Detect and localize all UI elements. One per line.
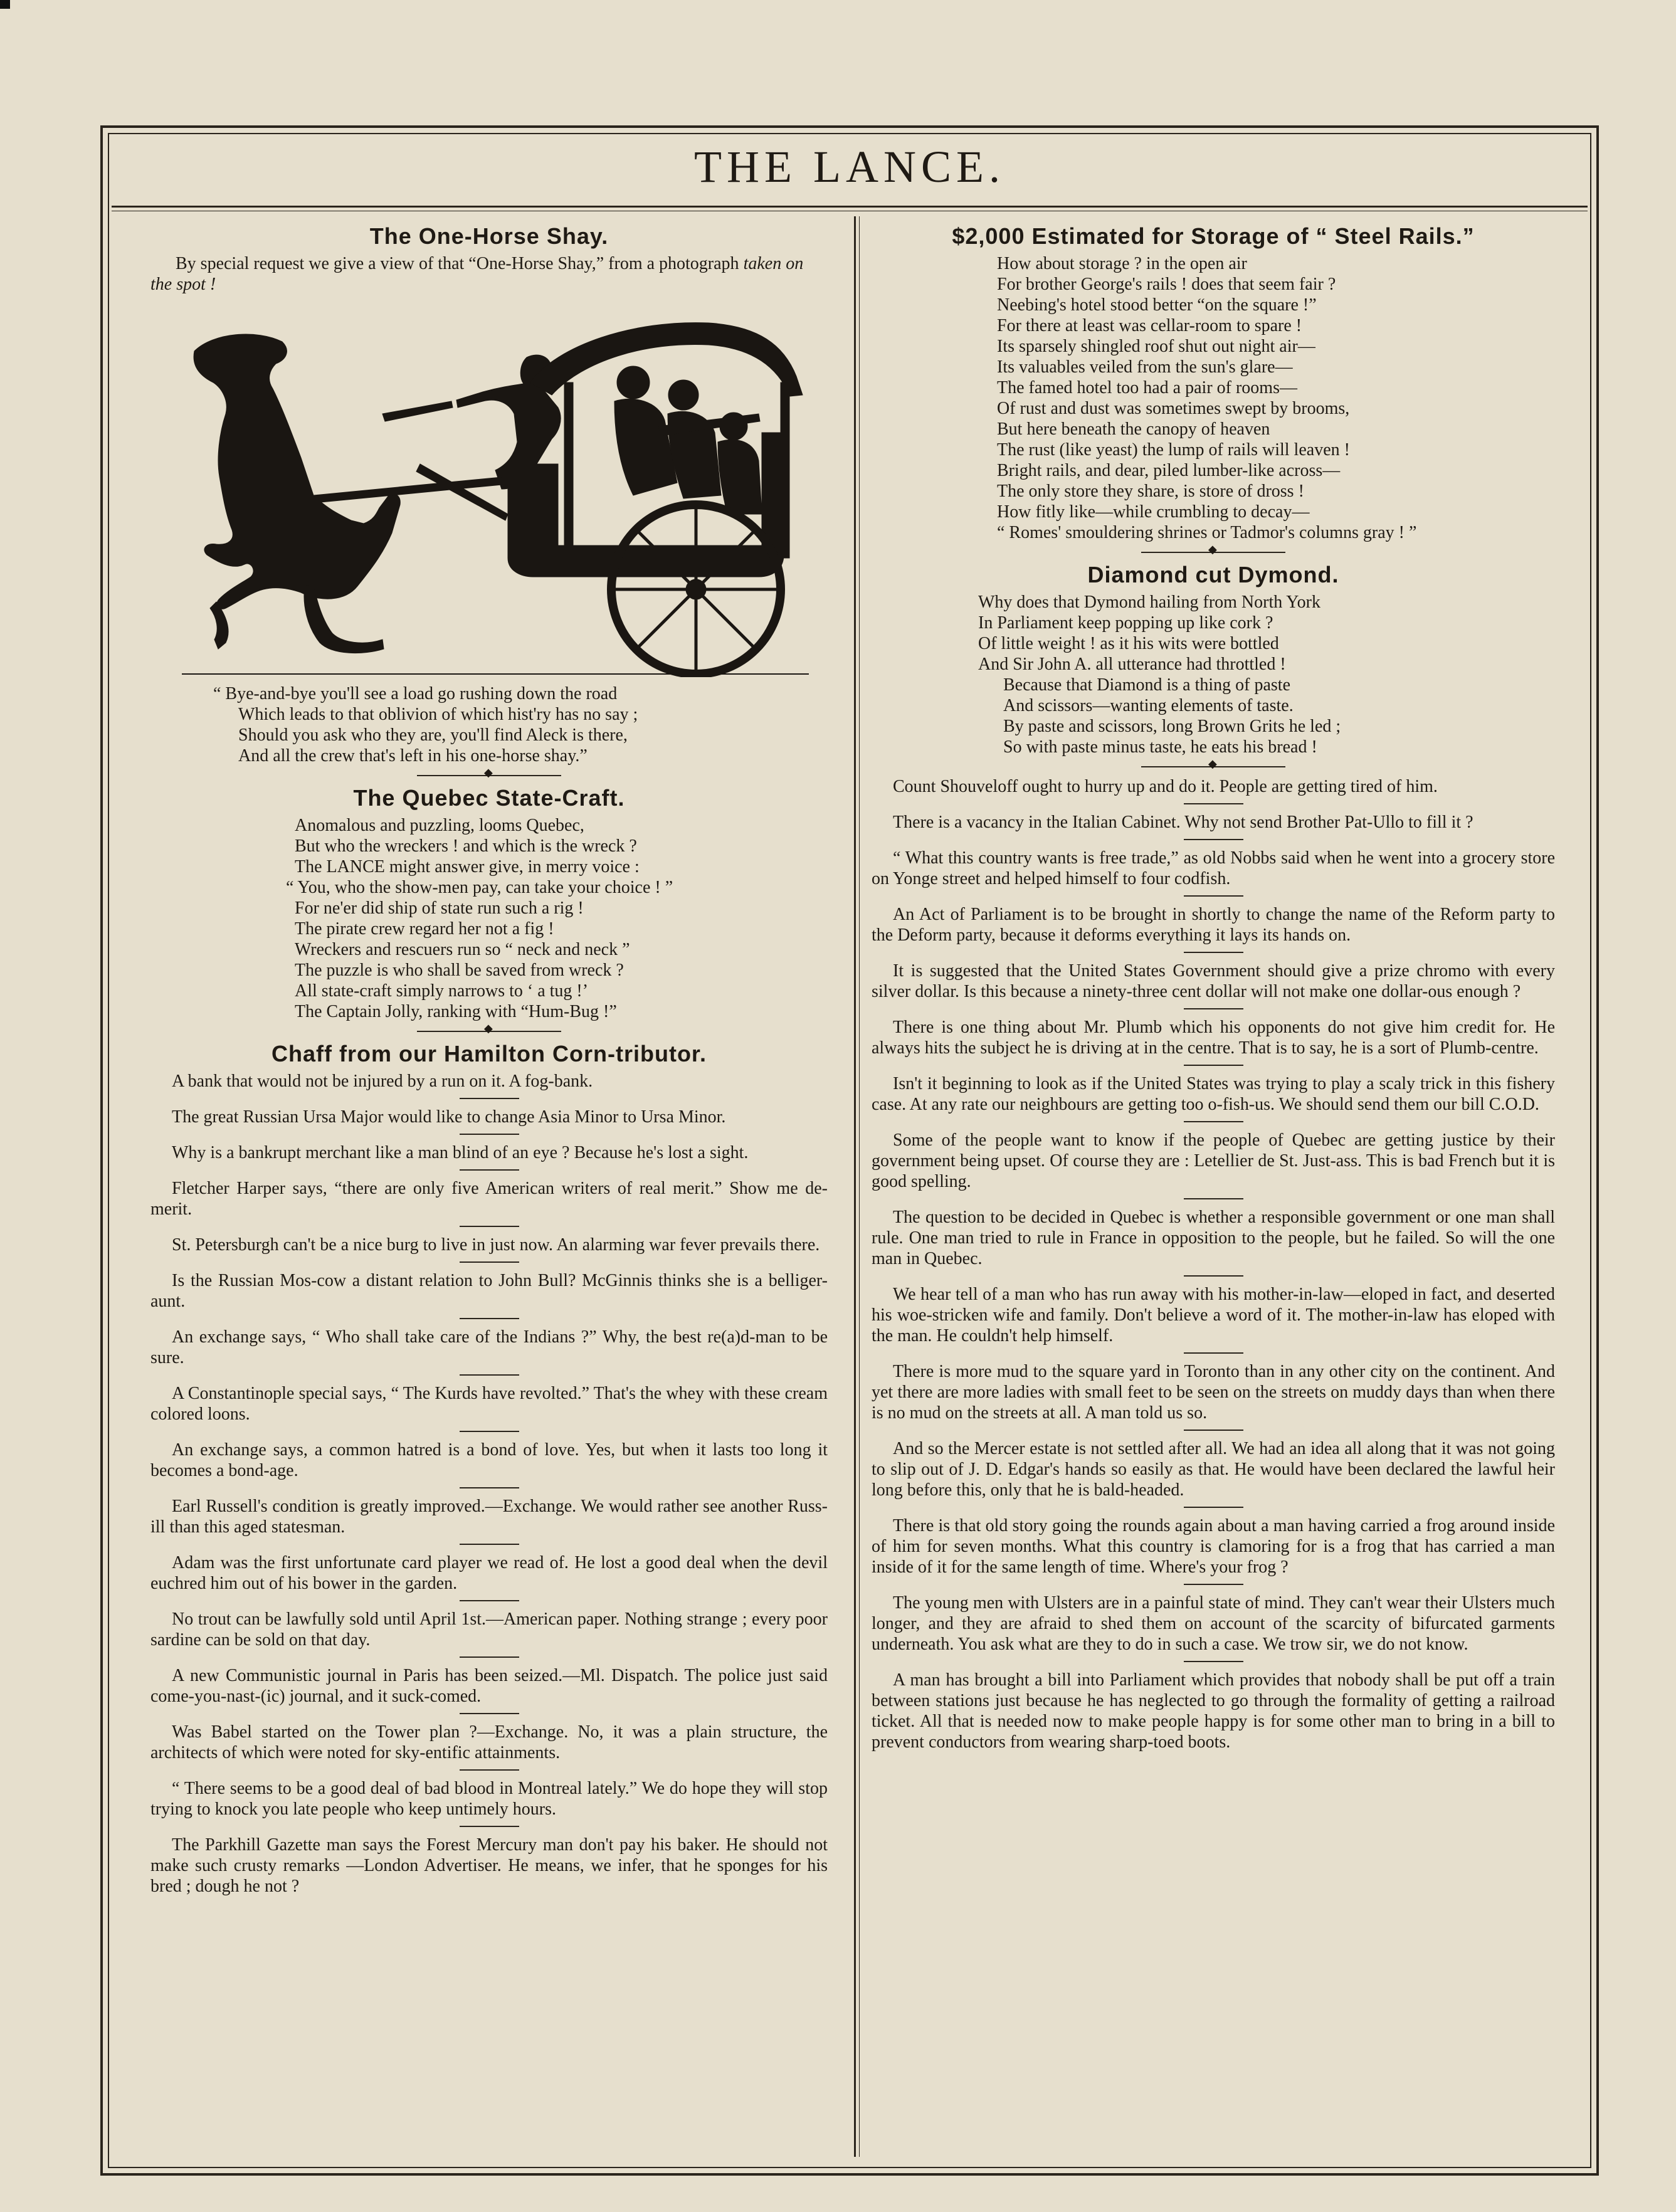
separator-rule <box>1184 1275 1243 1277</box>
chaff-item: Earl Russell's condition is greatly improved.—Exchange. We would rather see another Russ-ill than this aged statesman. <box>150 1497 828 1537</box>
poem-line: But who the wreckers ! and which is the wreck ? <box>295 836 637 856</box>
diamond-title: Diamond cut Dymond. <box>1087 562 1339 587</box>
separator-rule <box>1184 1121 1243 1122</box>
poem-line: Because that Diamond is a thing of paste <box>1003 675 1290 695</box>
poem-line: And all the crew that's left in his one-horse shay.” <box>238 746 588 766</box>
separator-rule <box>460 1134 519 1135</box>
separator-rule <box>1184 803 1243 804</box>
paragraph-item: A man has brought a bill into Parliament which provides that nobody shall be put off a train between stations just because he has neglected to go through the formality of getting a railroad ticket. All that is needed now to make people happy is for some other man to bring in a bill to prevent conductors from wearing sharp-toed boots. <box>872 1670 1555 1752</box>
poem-line: Which leads to that oblivion of which hist'ry has no say ; <box>238 705 638 724</box>
separator-rule <box>1184 1584 1243 1585</box>
poem-line: So with paste minus taste, he eats his bread ! <box>1003 737 1317 757</box>
shay-title: The One-Horse Shay. <box>369 223 609 249</box>
poem-line: Of little weight ! as it his wits were bottled <box>978 634 1279 653</box>
paragraph-item: There is one thing about Mr. Plumb which his opponents do not give him credit for. He always hits the subject he is driving at in the centre. That is to say, he is a sort of Plumb-centre. <box>872 1018 1555 1058</box>
chaff-item: An exchange says, a common hatred is a bond of love. Yes, but when it lasts too long it becomes a bond-age. <box>150 1440 828 1480</box>
chaff-item: Was Babel started on the Tower plan ?—Exchange. No, it was a plain structure, the architects of which were noted for sky-entific attainments. <box>150 1722 828 1762</box>
separator-rule <box>460 1098 519 1099</box>
quebec-poem <box>150 815 828 1022</box>
paragraph-item: Isn't it beginning to look as if the United States was trying to play a scaly trick in this fishery case. At any rate our neighbours are getting too o-fish-us. We should send them our bill C.O.D. <box>872 1074 1555 1114</box>
chaff-item: Adam was the first unfortunate card player we read of. He lost a good deal when the devil euchred him out of his bower in the garden. <box>150 1553 828 1593</box>
chaff-item: St. Petersburgh can't be a nice burg to live in just now. An alarming war fever prevails there. <box>172 1235 820 1255</box>
chaff-item: The Parkhill Gazette man says the Forest Mercury man don't pay his baker. He should not make such crusty remarks —London Advertiser. He means, we infer, that he sponges for his bred ; dough he not ? <box>150 1835 828 1896</box>
poem-line: The only store they share, is store of dross ! <box>997 482 1304 501</box>
separator-rule <box>460 1374 519 1376</box>
paragraph-item: Count Shouveloff ought to hurry up and do it. People are getting tired of him. <box>893 777 1438 796</box>
poem-line: By paste and scissors, long Brown Grits he led ; <box>1003 717 1341 736</box>
poem-line: Of rust and dust was sometimes swept by brooms, <box>997 399 1350 418</box>
poem-line: Anomalous and puzzling, looms Quebec, <box>295 816 584 835</box>
separator-rule <box>1184 895 1243 897</box>
chaff-item: The great Russian Ursa Major would like to change Asia Minor to Ursa Minor. <box>172 1107 726 1127</box>
paragraph-item: And so the Mercer estate is not settled after all. We had an idea all along that it was not going to slip out of J. D. Edgar's hands so easily as that. He would have been declared the lawful heir long before this, only that he is bald-headed. <box>872 1439 1555 1500</box>
poem-line: But here beneath the canopy of heaven <box>997 419 1270 439</box>
poem-line: Its valuables veiled from the sun's glare— <box>997 357 1293 377</box>
separator-rule <box>460 1431 519 1432</box>
paragraph-item: We hear tell of a man who has run away with his mother-in-law—eloped in fact, and deserted his woe-stricken wife and family. Don't believe a word of it. The mother-in-law has eloped with the man. He couldn't help himself. <box>872 1285 1555 1346</box>
one-horse-shay-illustration <box>157 307 821 677</box>
ornamental-rule <box>417 772 561 779</box>
chaff-item: Why is a bankrupt merchant like a man blind of an eye ? Because he's lost a sight. <box>172 1143 749 1162</box>
poem-line: “ You, who the show-men pay, can take your choice ! ” <box>286 878 673 897</box>
masthead-rule <box>112 206 1588 208</box>
poem-line: For there at least was cellar-room to spare ! <box>997 316 1302 335</box>
separator-rule <box>1184 1198 1243 1199</box>
paragraph-item: There is a vacancy in the Italian Cabinet. Why not send Brother Pat-Ullo to fill it ? <box>893 813 1473 832</box>
chaff-title: Chaff from our Hamilton Corn-tributor. <box>271 1041 707 1066</box>
chaff-item: A Constantinople special says, “ The Kurds have revolted.” That's the whey with these cream colored loons. <box>150 1384 828 1424</box>
chaff-item: A bank that would not be injured by a run on it. A fog-bank. <box>172 1072 593 1091</box>
separator-rule <box>460 1169 519 1171</box>
paragraph-item: The question to be decided in Quebec is whether a responsible government or one man shall rule. One man tried to rule in France in opposition to the people, but he failed. So will the one man in Quebec. <box>872 1208 1555 1268</box>
poem-line: The pirate crew regard her not a fig ! <box>295 919 554 939</box>
paragraph-item: An Act of Parliament is to be brought in shortly to change the name of the Reform party to the Deform party, because it deforms everything it lays its hands on. <box>872 905 1555 945</box>
separator-rule <box>1184 1430 1243 1431</box>
shay-intro <box>150 253 828 295</box>
poem-line: Wreckers and rescuers run so “ neck and neck ” <box>295 940 630 959</box>
poem-line: All state-craft simply narrows to ‘ a tug !’ <box>295 981 589 1001</box>
shay-poem <box>150 683 828 766</box>
column-divider <box>854 216 856 2157</box>
chaff-item: Is the Russian Mos-cow a distant relation to John Bull? McGinnis thinks she is a belliger-aunt. <box>150 1271 828 1311</box>
poem-line: How about storage ? in the open air <box>997 254 1247 273</box>
separator-rule <box>1184 1352 1243 1354</box>
left-column <box>150 219 828 1897</box>
separator-rule <box>1184 1507 1243 1508</box>
poem-line: Neebing's hotel stood better “on the square !” <box>997 295 1317 315</box>
poem-line: The LANCE might answer give, in merry voice : <box>295 857 640 877</box>
separator-rule <box>460 1656 519 1658</box>
separator-rule <box>1184 1008 1243 1009</box>
poem-line: And scissors—wanting elements of taste. <box>1003 696 1294 715</box>
chaff-item: A new Communistic journal in Paris has been seized.—Ml. Dispatch. The police just said come-you-nast-(ic) journal, and it suck-comed. <box>150 1666 828 1706</box>
poem-line: And Sir John A. all utterance had throttled ! <box>978 655 1286 674</box>
separator-rule <box>460 1769 519 1771</box>
column-divider-thin <box>859 216 860 2157</box>
chaff-item: “ There seems to be a good deal of bad blood in Montreal lately.” We do hope they will stop trying to knock you late people who keep untimely hours. <box>150 1779 828 1819</box>
separator-rule <box>460 1826 519 1827</box>
poem-line: The Captain Jolly, ranking with “Hum-Bug !” <box>295 1002 617 1021</box>
rails-poem <box>872 253 1555 543</box>
separator-rule <box>460 1487 519 1488</box>
paragraph-item: Some of the people want to know if the people of Quebec are getting justice by their government being upset. Of course they are : Letellier de St. Just-ass. This is bad French but it is good spelling. <box>872 1130 1555 1191</box>
separator-rule <box>460 1544 519 1545</box>
rails-title: $2,000 Estimated for Storage of “ Steel Rails.” <box>952 223 1475 249</box>
poem-line: “ Bye-and-bye you'll see a load go rushing down the road <box>213 684 618 703</box>
poem-line: How fitly like—while crumbling to decay— <box>997 502 1310 522</box>
separator-rule <box>1184 1065 1243 1066</box>
paragraph-item: The young men with Ulsters are in a painful state of mind. They can't wear their Ulsters much longer, and they are afraid to shed them on account of the scarcity of bifurcated garments underneath. You ask what are they to do in such a case. We trow sir, we do not know. <box>872 1593 1555 1654</box>
ornamental-rule <box>1141 764 1285 770</box>
separator-rule <box>460 1261 519 1263</box>
separator-rule <box>1184 952 1243 953</box>
quebec-title: The Quebec State-Craft. <box>353 785 625 811</box>
chaff-item: No trout can be lawfully sold until April 1st.—American paper. Nothing strange ; every poor sardine can be sold on that day. <box>150 1609 828 1650</box>
ornamental-rule <box>417 1028 561 1035</box>
ornamental-rule <box>1141 549 1285 556</box>
poem-line: In Parliament keep popping up like cork ? <box>978 613 1273 633</box>
chaff-item: An exchange says, “ Who shall take care of the Indians ?” Why, the best re(a)d-man to be sure. <box>150 1327 828 1367</box>
separator-rule <box>460 1226 519 1227</box>
poem-line: “ Romes' smouldering shrines or Tadmor's columns gray ! ” <box>997 523 1417 542</box>
diamond-poem <box>872 592 1555 757</box>
poem-line: For brother George's rails ! does that seem fair ? <box>997 275 1336 294</box>
poem-line: The famed hotel too had a pair of rooms— <box>997 378 1297 398</box>
poem-line: The puzzle is who shall be saved from wreck ? <box>295 961 624 980</box>
separator-rule <box>1184 1661 1243 1662</box>
separator-rule <box>460 1600 519 1601</box>
paragraph-item: There is more mud to the square yard in Toronto than in any other city on the continent. And yet there are more ladies with small feet to be seen on the streets on muddy days than when there is no mud on the streets at all. A man told us so. <box>872 1362 1555 1423</box>
paragraph-item: It is suggested that the United States Government should give a prize chromo with every silver dollar. Is this because a ninety-three cent dollar will not make one dollar-ous enough ? <box>872 961 1555 1001</box>
separator-rule <box>460 1318 519 1319</box>
poem-line: For ne'er did ship of state run such a rig ! <box>295 898 584 918</box>
separator-rule <box>1184 839 1243 840</box>
paragraph-item: “ What this country wants is free trade,” as old Nobbs said when he went into a grocery store on Yonge street and helped himself to four codfish. <box>872 848 1555 888</box>
poem-line: The rust (like yeast) the lump of rails will leaven ! <box>997 440 1350 460</box>
shay-intro-text: By special request we give a view of that “One-Horse Shay,” from a photograph <box>176 254 744 273</box>
poem-line: Bright rails, and dear, piled lumber-like across— <box>997 461 1341 480</box>
chaff-item: Fletcher Harper says, “there are only five American writers of real merit.” Show me de-merit. <box>150 1179 828 1219</box>
shay-intro-italic: taken on the spot ! <box>150 254 804 294</box>
poem-line: Why does that Dymond hailing from North York <box>978 592 1320 612</box>
page-corner-mark <box>0 0 10 9</box>
poem-line: Its sparsely shingled roof shut out night air— <box>997 337 1315 356</box>
poem-line: Should you ask who they are, you'll find Aleck is there, <box>238 725 628 745</box>
right-column <box>872 219 1555 1752</box>
paragraph-item: There is that old story going the rounds again about a man having carried a frog around inside of him for seven months. What this country is clamoring for is a frog that has carried a man inside of it for the same length of time. Where's your frog ? <box>872 1516 1555 1577</box>
separator-rule <box>460 1713 519 1714</box>
masthead: THE LANCE. <box>694 142 1005 192</box>
